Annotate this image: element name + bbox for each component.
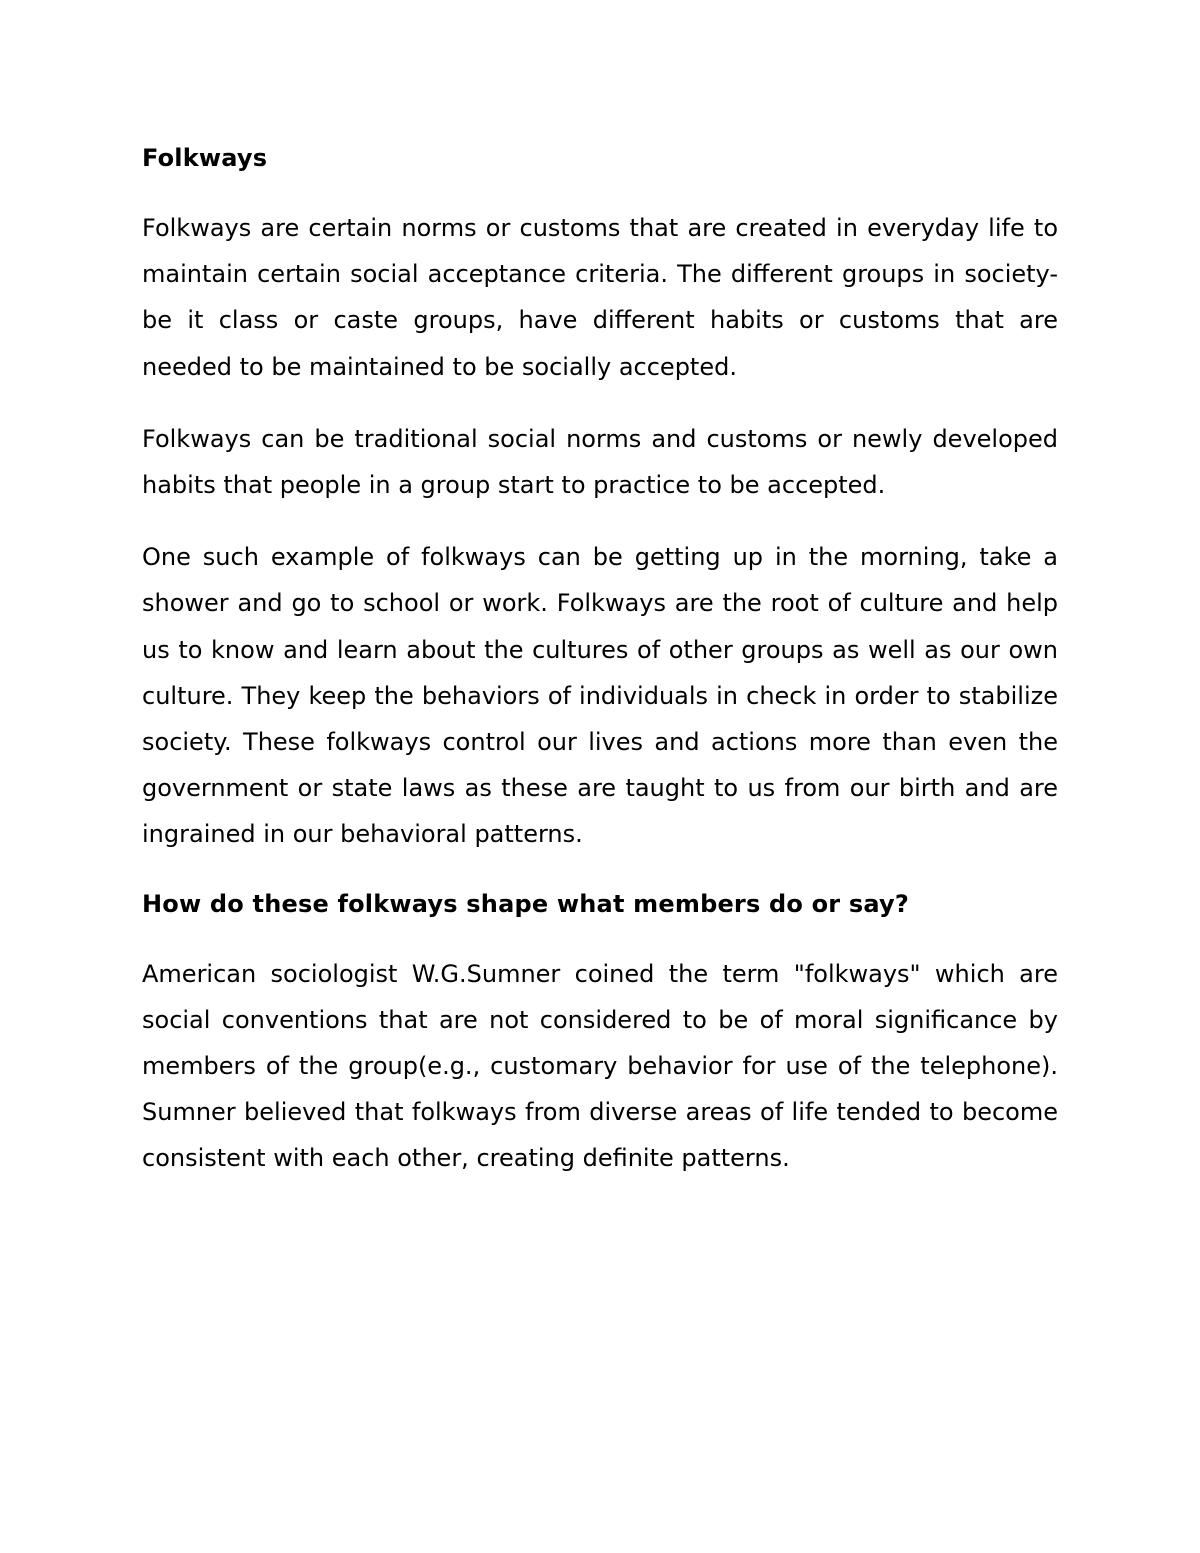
paragraph: Folkways are certain norms or customs that are created in everyday life to maintain certain social acceptance criteria. The different groups in society- be it class or caste groups, have different habits or customs that are needed to be maintained to be socially accepted. (142, 214, 1058, 381)
section-heading: How do these folkways shape what members do or say? (142, 889, 910, 918)
paragraph: American sociologist W.G.Sumner coined the term "folkways" which are social conventions that are not considered to be of moral significance by members of the group(e.g., customary behavior for use of the telephone). Sumner believed that folkways from diverse areas of life tended to become consistent with each other, creating definite patterns. (142, 959, 1058, 1173)
document-body (142, 138, 1058, 1208)
page-title: Folkways (142, 144, 268, 172)
paragraph: Folkways can be traditional social norms and customs or newly developed habits that people in a group start to practice to be accepted. (142, 424, 1058, 500)
paragraph: One such example of folkways can be getting up in the morning, take a shower and go to school or work. Folkways are the root of culture and help us to know and learn about the cultures of other groups as well as our own culture. They keep the behaviors of individuals in check in order to stabilize society. These folkways control our lives and actions more than even the government or state laws as these are taught to us from our birth and are ingrained in our behavioral patterns. (142, 543, 1058, 849)
